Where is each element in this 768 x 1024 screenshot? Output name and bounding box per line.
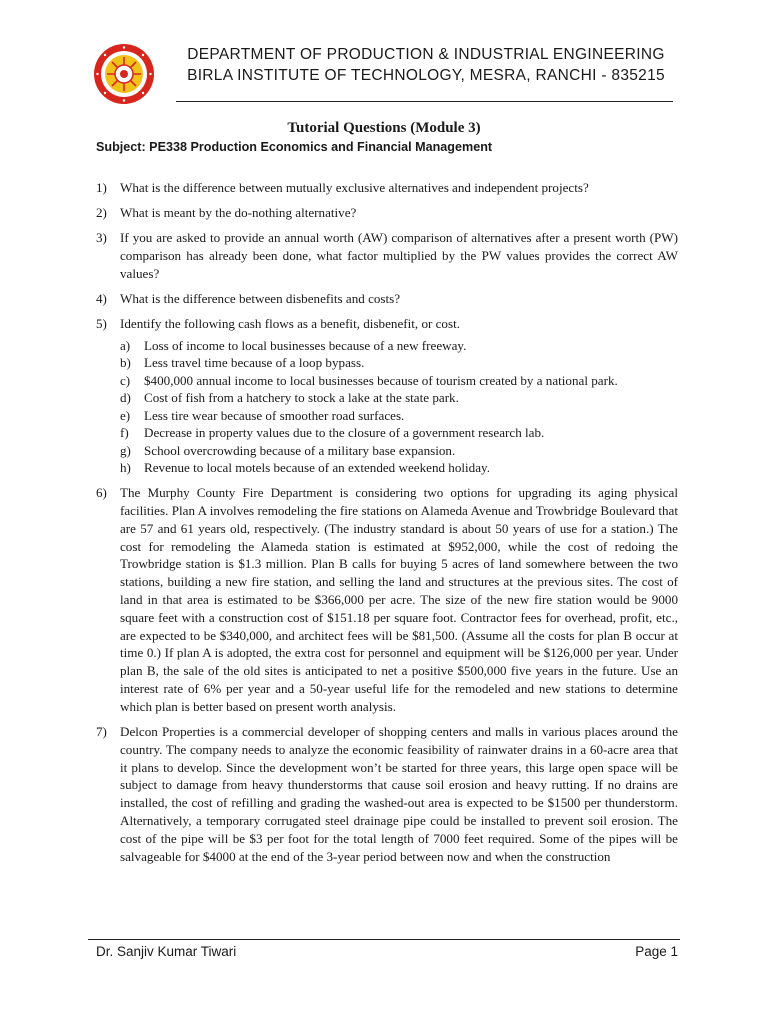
question-number: 1) — [96, 180, 107, 195]
page-title: Tutorial Questions (Module 3) — [287, 120, 481, 136]
sub-item-text: Less tire wear because of smoother road surfaces. — [144, 407, 405, 423]
question-4 — [96, 290, 678, 308]
sub-item-text: Cost of fish from a hatchery to stock a lake at the state park. — [144, 390, 459, 406]
question-text: Delcon Properties is a commercial developer of shopping centers and malls in various places around the country. The company needs to analyze the economic feasibility of rainwater drains in a 60-acre area that it plans to develop. Since the development won’t be started for three years, this large open space will be subject to damage from heavy thunderstorms that cause soil erosion and heavy rutting. If no drains are installed, the cost of refilling and grading the washed-out area is expected to be $1500 per thunderstorm. Alternatively, a temporary corrugated steel drainage pipe could be installed to prevent soil erosion. The cost of the pipe will be $3 per foot for the total length of 7000 feet required. Some of the pipes will be salvageable for $4000 at the end of the 3-year period between now and when the construction — [120, 723, 678, 864]
page-number: Page 1 — [635, 944, 678, 959]
question-number: 2) — [96, 205, 107, 221]
sub-item-letter: a) — [120, 337, 131, 353]
question-2 — [96, 204, 678, 222]
sub-item-text: Less travel time because of a loop bypass. — [144, 355, 365, 371]
sub-item-letter: g) — [120, 442, 131, 458]
footer-divider — [88, 939, 680, 940]
question-text: What is meant by the do-nothing alternative? — [120, 205, 357, 221]
question-1 — [96, 179, 678, 197]
sub-item-text: Decrease in property values due to the closure of a government research lab. — [144, 425, 545, 441]
letterhead — [180, 44, 672, 86]
question-number: 7) — [96, 723, 107, 739]
institute-name: BIRLA INSTITUTE OF TECHNOLOGY, MESRA, RANCHI - 835215 — [187, 67, 665, 84]
sub-item-letter: f) — [120, 425, 129, 441]
question-number: 3) — [96, 230, 107, 246]
page-footer — [96, 944, 678, 959]
question-number: 5) — [96, 315, 107, 331]
question-text: The Murphy County Fire Department is considering two options for upgrading its aging physical facilities. Plan A involves remodeling the fire stations on Alameda Avenue and Trowbridge Boulevard that are 57 and 61 years old, respectively. (The industry standard is about 50 years of use for a station.) The cost for remodeling the Alameda station is estimated at $952,000, while the cost of redoing the Trowbridge station is $1.3 million. Plan B calls for buying 5 acres of land somewhere between the two stations, building a new fire station, and selling the land and structures at the previous sites. The cost of land in that area is estimated to be $366,000 per acre. The size of the new fire station would be 9000 square feet with a construction cost of $151.18 per square foot. Contractor fees for overhead, profit, etc., are expected to be $340,000, and architect fees will be $81,500. (Assume all the costs for plan B occur at time 0.) If plan A is adopted, the extra cost for personnel and equipment will be $126,000 per year. Under plan B, the sale of the old sites is anticipated to net a positive $500,000 five years in the future. Use an interest rate of 6% per year and a 50-year useful life for the remodeled and new stations to determine which plan is better based on present worth analysis. — [120, 485, 678, 714]
sub-item-b — [96, 354, 678, 372]
department-name: DEPARTMENT OF PRODUCTION & INDUSTRIAL ENGINEERING — [187, 46, 665, 63]
sub-item-text: School overcrowding because of a military base expansion. — [144, 442, 456, 458]
question-6 — [96, 484, 678, 715]
sub-item-h — [96, 459, 678, 477]
subject-line: Subject: PE338 Production Economics and Financial Management — [96, 140, 493, 154]
sub-item-f — [96, 424, 678, 442]
question-text: What is the difference between disbenefits and costs? — [120, 290, 401, 306]
question-3 — [96, 229, 678, 282]
question-text: What is the difference between mutually exclusive alternatives and independent projects? — [120, 180, 589, 195]
sub-item-letter: c) — [120, 372, 131, 388]
sub-item-letter: h) — [120, 460, 131, 476]
sub-item-d — [96, 389, 678, 407]
sub-item-text: $400,000 annual income to local businesses because of tourism created by a national park. — [144, 372, 618, 388]
question-text: If you are asked to provide an annual worth (AW) comparison of alternatives after a present worth (PW) comparison has already been done, what factor multiplied by the PW values provides the correct AW values? — [120, 230, 678, 281]
question-number: 4) — [96, 290, 107, 306]
sub-item-letter: e) — [120, 407, 131, 423]
sub-item-e — [96, 407, 678, 425]
sub-item-text: Revenue to local motels because of an extended weekend holiday. — [144, 460, 491, 476]
sub-item-g — [96, 442, 678, 460]
sub-item-c — [96, 372, 678, 390]
question-5 — [96, 315, 678, 333]
sub-item-letter: b) — [120, 355, 131, 371]
question-5-items — [96, 337, 678, 477]
bit-mesra-emblem-logo — [93, 43, 155, 105]
footer-author: Dr. Sanjiv Kumar Tiwari — [96, 944, 237, 959]
header-divider — [176, 101, 673, 102]
question-7 — [96, 723, 678, 865]
sub-item-a — [96, 337, 678, 355]
question-number: 6) — [96, 485, 107, 501]
sub-item-letter: d) — [120, 390, 131, 406]
question-list — [96, 179, 678, 873]
sub-item-text: Loss of income to local businesses because of a new freeway. — [144, 337, 467, 353]
question-text: Identify the following cash flows as a benefit, disbenefit, or cost. — [120, 315, 460, 331]
